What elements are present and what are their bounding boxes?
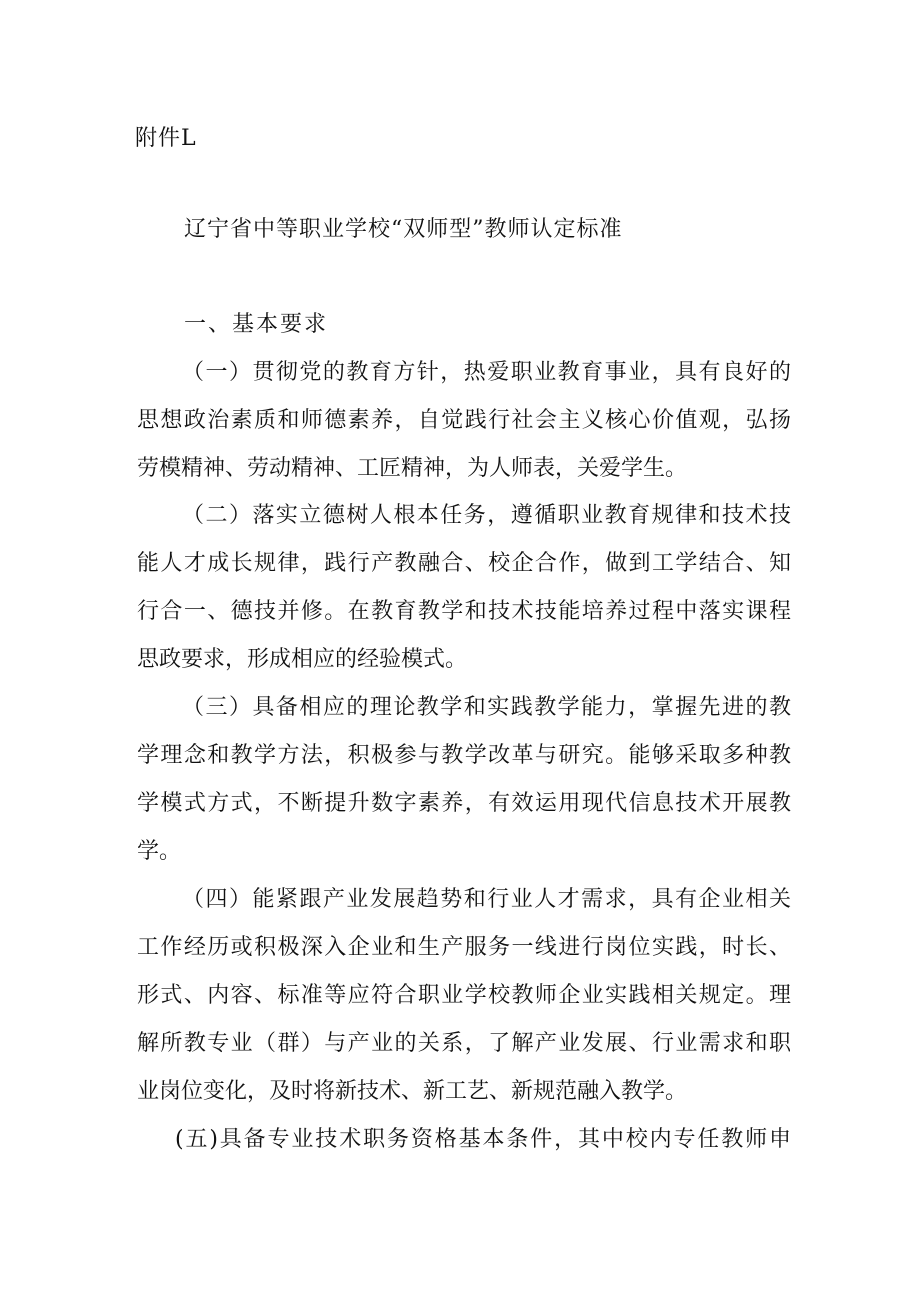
paragraph-line: 思政要求，形成相应的经验模式。 bbox=[137, 647, 468, 672]
paragraph-line: 行合一、德技并修。在教育教学和技术技能培养过程中落实课程 bbox=[137, 599, 791, 624]
document-title: 辽宁省中等职业学校“双师型”教师认定标准 bbox=[184, 217, 623, 242]
paragraph-line: 学模式方式，不断提升数字素养，有效运用现代信息技术开展教 bbox=[137, 791, 791, 816]
paragraph-line: 解所教专业（群）与产业的关系，了解产业发展、行业需求和职 bbox=[137, 1031, 791, 1056]
paragraph-line: （二）落实立德树人根本任务，遵循职业教育规律和技术技 bbox=[182, 503, 791, 528]
paragraph-line: （三）具备相应的理论教学和实践教学能力，掌握先进的教 bbox=[182, 695, 791, 720]
paragraph-5 bbox=[137, 1116, 791, 1164]
paragraph-4 bbox=[137, 876, 791, 1116]
paragraph-line: 业岗位变化，及时将新技术、新工艺、新规范融入教学。 bbox=[137, 1079, 688, 1104]
paragraph-line: 工作经历或积极深入企业和生产服务一线进行岗位实践，时长、 bbox=[137, 935, 791, 960]
paragraph-line: 形式、内容、标准等应符合职业学校教师企业实践相关规定。理 bbox=[137, 983, 791, 1008]
paragraph-3 bbox=[137, 684, 791, 876]
section-heading: 一、基本要求 bbox=[184, 312, 329, 337]
paragraph-line: 思想政治素质和师德素养，自觉践行社会主义核心价值观，弘扬 bbox=[137, 408, 791, 433]
attachment-label: 附件L bbox=[135, 126, 197, 151]
paragraph-line: 劳模精神、劳动精神、工匠精神，为人师表，关爱学生。 bbox=[137, 456, 688, 481]
paragraph-line: （四）能紧跟产业发展趋势和行业人才需求，具有企业相关 bbox=[182, 887, 791, 912]
paragraph-2 bbox=[137, 492, 791, 684]
paragraph-line: （一）贯彻党的教育方针，热爱职业教育事业，具有良好的 bbox=[182, 360, 791, 385]
paragraph-line: 学理念和教学方法，积极参与教学改革与研究。能够采取多种教 bbox=[137, 743, 791, 768]
paragraph-1 bbox=[137, 349, 791, 493]
paragraph-line: 学。 bbox=[137, 839, 182, 864]
paragraph-line: (五)具备专业技术职务资格基本条件，其中校内专任教师申 bbox=[175, 1127, 791, 1152]
paragraph-line: 能人才成长规律，践行产教融合、校企合作，做到工学结合、知 bbox=[137, 551, 791, 576]
